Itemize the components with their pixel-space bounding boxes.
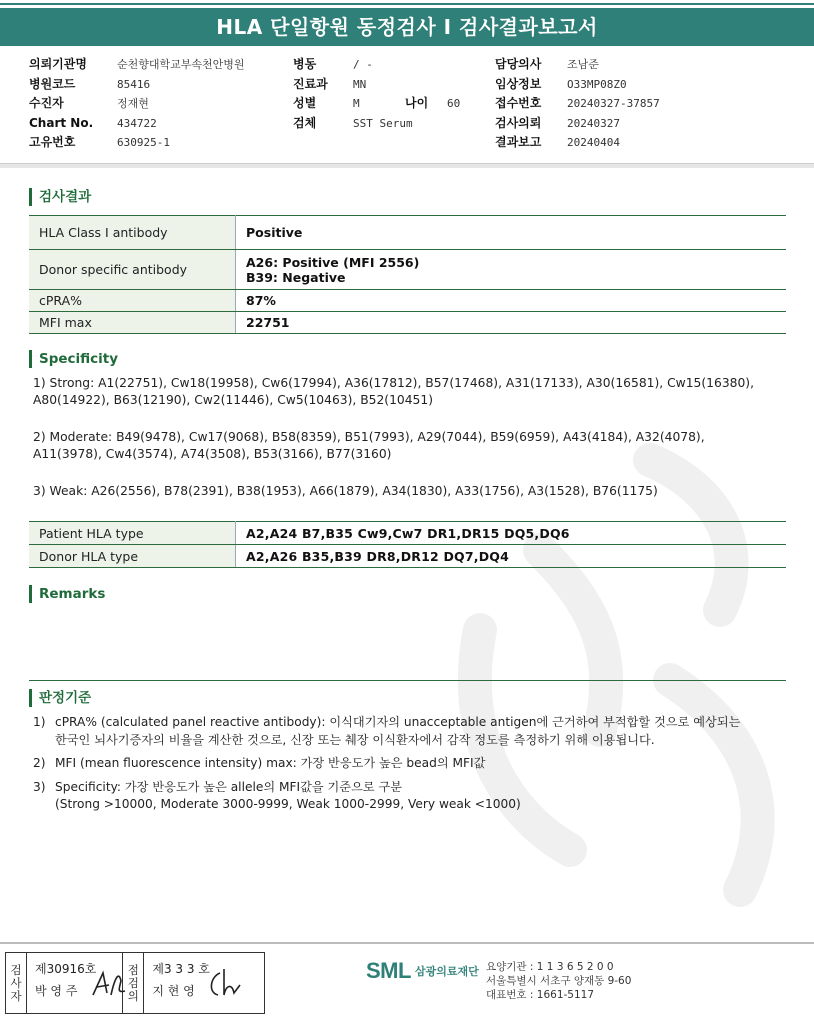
- info-value: 85416: [117, 77, 151, 91]
- info-value: O33MP08Z0: [567, 77, 627, 91]
- tester-name: 박 영 주: [35, 984, 78, 998]
- tester-signature-box: [5, 952, 265, 1014]
- criteria-item: [33, 755, 783, 773]
- info-label: 병동: [293, 57, 317, 71]
- vert-char: 자: [10, 988, 22, 1003]
- addr-line: 대표번호 : 1661-5117: [486, 989, 595, 1001]
- moderate-line-1: 2) Moderate: B49(9478), Cw17(9068), B58(8359), B51(7993), A29(7044), B59(6959), A43(4184), A32(4078),: [33, 430, 705, 444]
- age-label: 나이: [405, 96, 429, 110]
- info-value: MN: [353, 77, 367, 91]
- section-title-remarks: Remarks: [29, 585, 105, 603]
- result-key: Donor specific antibody: [29, 250, 236, 290]
- result-key: MFI max: [29, 312, 236, 334]
- strong-line-2: A80(14922), B63(12190), Cw2(11446), Cw5(10463), B52(10451): [33, 393, 433, 407]
- moderate-line-2: A11(3978), Cw4(3574), A74(3508), B53(3166), B77(3160): [33, 447, 392, 461]
- patient-info-col1: [29, 55, 245, 153]
- info-label: Chart No.: [29, 115, 94, 130]
- results-table: [29, 215, 786, 334]
- info-label: 검사의뢰: [495, 115, 542, 130]
- table-row: [29, 522, 786, 545]
- info-value: 조남준: [567, 58, 599, 71]
- table-row: [29, 312, 786, 334]
- result-value: [236, 250, 787, 290]
- sml-logo: [366, 958, 479, 984]
- result-key: HLA Class I antibody: [29, 216, 236, 250]
- info-label: 검체: [293, 115, 317, 130]
- result-value: 22751: [236, 312, 787, 334]
- info-label: 성별: [293, 96, 317, 110]
- vert-char: 의: [127, 988, 139, 1003]
- info-value: 20240327: [567, 116, 620, 130]
- info-label: 결과보고: [495, 135, 542, 149]
- dsa-line-1: A26: Positive (MFI 2556): [246, 254, 420, 270]
- top-rule: [0, 3, 814, 5]
- info-value: 20240404: [567, 136, 620, 149]
- dsa-line-2: B39: Negative: [246, 269, 346, 285]
- patient-hla-value: A2,A24 B7,B35 Cw9,Cw7 DR1,DR15 DQ5,DQ6: [236, 522, 787, 545]
- info-value: 20240327-37857: [567, 97, 660, 110]
- vert-char: 사: [10, 975, 22, 990]
- specificity-moderate: [33, 429, 793, 463]
- patient-info-col2: [293, 55, 460, 133]
- vert-char: 검: [10, 962, 22, 977]
- patient-hla-label: Patient HLA type: [29, 522, 236, 545]
- info-label: 진료과: [293, 76, 328, 91]
- patient-info-col3: [495, 55, 660, 153]
- criteria-line: MFI (mean fluorescence intensity) max: 가장 반응도가 높은 bead의 MFI값: [55, 756, 486, 770]
- criteria-number: 2): [33, 756, 46, 770]
- criteria-number: 3): [33, 779, 46, 794]
- criteria-line: 한국인 뇌사기증자의 비율을 계산한 것으로, 신장 또는 췌장 이식환자에서 감작 정도를 측정하기 위해 이용됩니다.: [55, 732, 655, 747]
- report-title: HLA 단일항원 동정검사 I 검사결과보고서: [216, 15, 598, 39]
- criteria-number: 1): [33, 715, 46, 729]
- info-value: 순천향대학교부속천안병원: [117, 58, 245, 71]
- info-label: 의뢰기관명: [29, 57, 87, 71]
- strong-line-1: 1) Strong: A1(22751), Cw18(19958), Cw6(17994), A36(17812), B57(17468), A31(17133), A30(16581), Cw15(16380),: [33, 376, 755, 390]
- info-label: 고유번호: [29, 135, 76, 149]
- info-label: 접수번호: [495, 96, 542, 110]
- criteria-list: [33, 714, 783, 820]
- info-label: 수진자: [29, 96, 64, 110]
- info-value: 434722: [117, 116, 157, 130]
- info-value: 630925-1: [117, 136, 170, 149]
- reviewer-signature-icon: [204, 965, 244, 1001]
- info-value: / -: [353, 58, 373, 71]
- criteria-line: cPRA% (calculated panel reactive antibody): 이식대기자의 unacceptable antigen에 근거하여 부적합할 것으로 예상되는: [55, 715, 741, 729]
- donor-hla-value: A2,A26 B35,B39 DR8,DR12 DQ7,DQ4: [236, 545, 787, 568]
- tester-vertical-label: [6, 953, 27, 1013]
- specificity-text: [33, 375, 793, 520]
- table-row: [29, 290, 786, 312]
- addr-line: 서울특별시 서초구 양재동 9-60: [486, 975, 632, 987]
- reviewer-name: 지 현 영: [152, 984, 195, 998]
- org-name: 삼광의료재단: [414, 965, 479, 978]
- info-label: 담당의사: [495, 57, 542, 71]
- sml-logo-text: SML: [366, 958, 411, 983]
- tester-signature-icon: [89, 967, 129, 1001]
- vert-char: 검: [127, 975, 139, 990]
- weak-line: 3) Weak: A26(2556), B78(2391), B38(1953), A66(1879), A34(1830), A33(1756), A3(1528), B76(1175): [33, 484, 658, 498]
- info-label: 병원코드: [29, 76, 76, 91]
- info-value: M: [353, 97, 360, 110]
- criteria-item: [33, 779, 783, 814]
- reviewer-license: 제3 3 3 호: [152, 962, 210, 976]
- hla-type-table: [29, 521, 786, 568]
- specificity-strong: [33, 375, 793, 409]
- criteria-rule: [29, 680, 786, 681]
- header-separator: [0, 163, 814, 168]
- info-value: 정재현: [117, 97, 149, 110]
- info-label: 임상정보: [495, 76, 542, 91]
- table-row: [29, 216, 786, 250]
- footer-rule: [0, 942, 814, 944]
- reviewer-info: [144, 953, 218, 1013]
- vert-char: 점: [127, 962, 139, 977]
- section-title-results: 검사결과: [29, 188, 91, 206]
- result-value: 87%: [236, 290, 787, 312]
- criteria-item: [33, 714, 783, 749]
- result-value: Positive: [236, 216, 787, 250]
- result-key: cPRA%: [29, 290, 236, 312]
- tester-license: 제30916호: [35, 962, 97, 976]
- age-value: 60: [447, 97, 461, 110]
- org-address: [486, 960, 631, 1002]
- addr-line: 요양기관 : 1 1 3 6 5 2 0 0: [486, 961, 614, 973]
- tester-info: [27, 953, 104, 1013]
- specificity-weak: [33, 483, 793, 500]
- donor-hla-label: Donor HLA type: [29, 545, 236, 568]
- table-row: [29, 545, 786, 568]
- criteria-line: (Strong >10000, Moderate 3000-9999, Weak 1000-2999, Very weak <1000): [55, 797, 521, 811]
- table-row: [29, 250, 786, 290]
- info-value: SST Serum: [353, 116, 413, 130]
- criteria-line: Specificity: 가장 반응도가 높은 allele의 MFI값을 기준으로 구분: [55, 779, 403, 794]
- section-title-criteria: 판정기준: [29, 689, 91, 707]
- title-bar: [0, 8, 814, 46]
- section-title-specificity: Specificity: [29, 350, 118, 368]
